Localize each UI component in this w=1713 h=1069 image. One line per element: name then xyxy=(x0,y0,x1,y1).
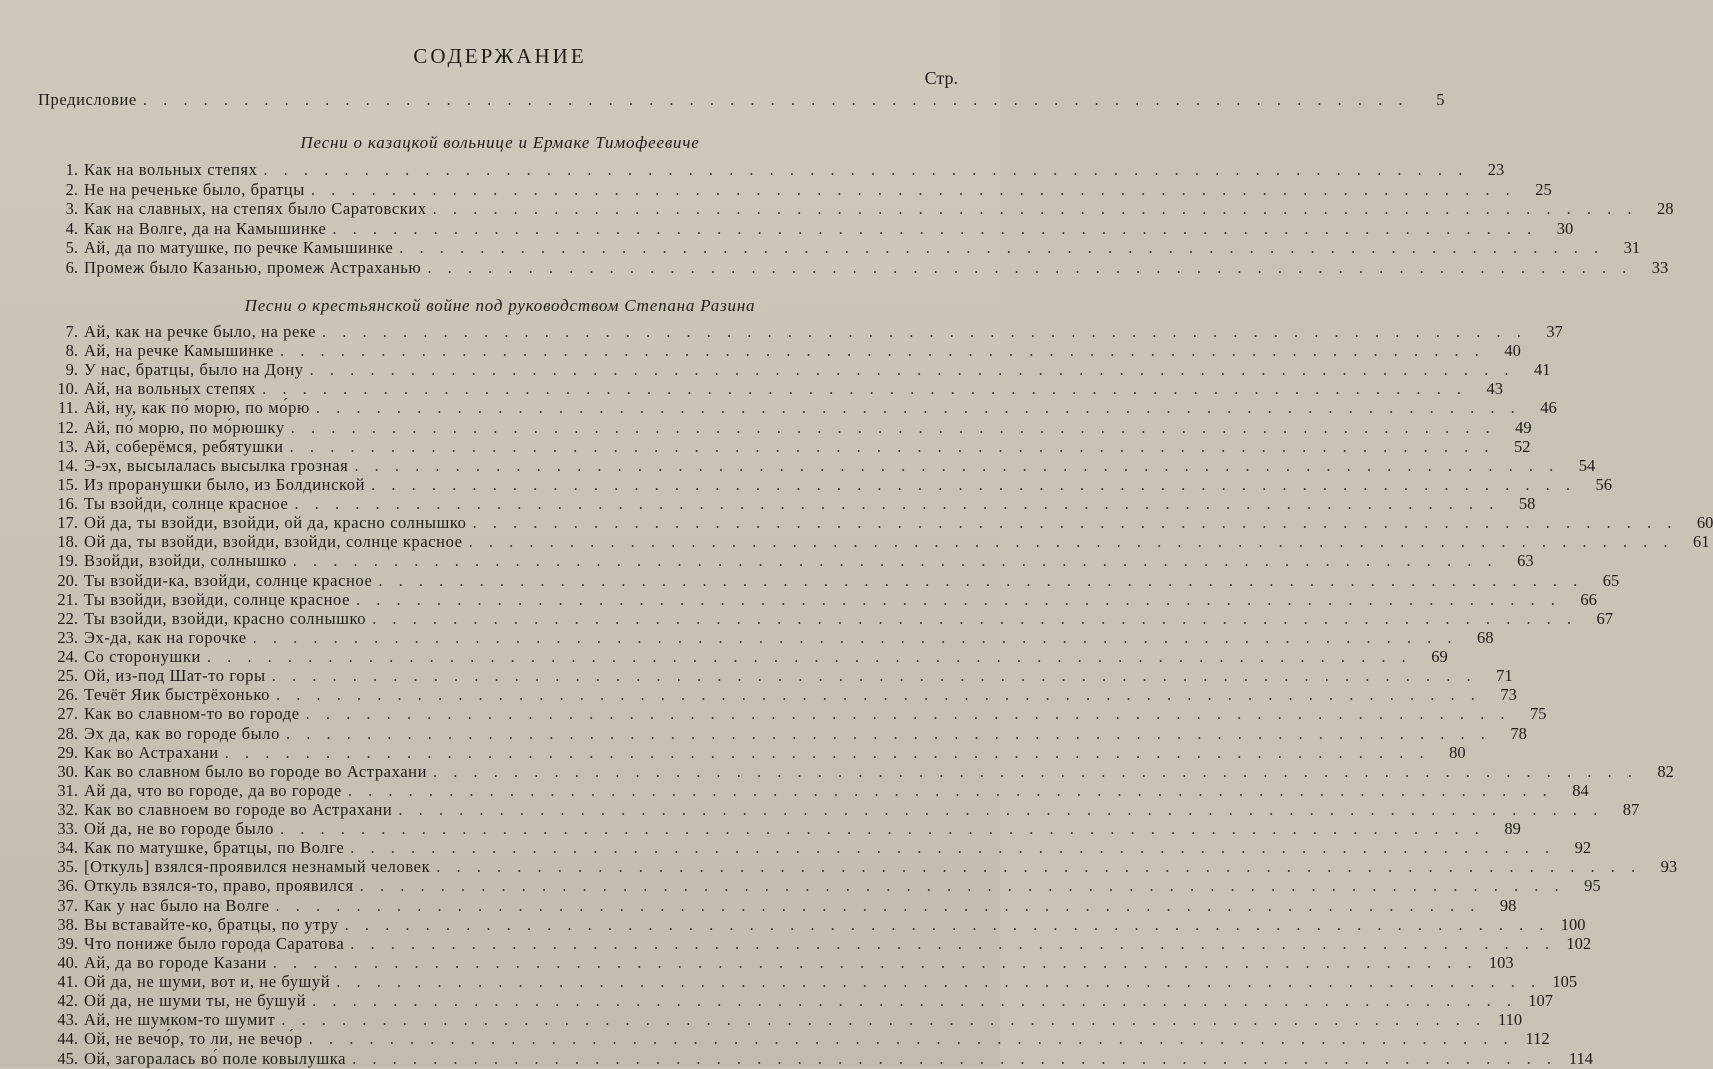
leader-dots: . . . . . . . . . . . . . . . . . . . . . . . . . . . . . . . . . . . . . . . . . . . . . . . . . . . . . . . . . . . . xyxy=(275,685,1481,705)
entry-title: Ты взойди, взойди, красно солнышко xyxy=(84,608,367,628)
toc-entry xyxy=(38,1029,1550,1049)
leader-dots: . . . . . . . . . . . . . . . . . . . . . . . . . . . . . . . . . . . . . . . . . . . . . . . . . . . . . . . . . . . . xyxy=(252,627,1458,647)
leader-dots: . . . . . . . . . . . . . . . . . . . . . . . . . . . . . . . . . . . . . . . . . . . . . . . . . . . . . . . . . . . . xyxy=(399,238,1605,258)
entry-title: Ай да, что во городе, да во городе xyxy=(84,780,342,800)
entry-number: 44. xyxy=(57,1029,78,1049)
toc-entry xyxy=(38,551,1534,571)
toc-entry xyxy=(38,723,1527,744)
entry-page: 40 xyxy=(1504,341,1521,361)
entry-title: Ай, да во городе Казани xyxy=(84,952,267,972)
entry-number: 29. xyxy=(57,742,78,762)
entry-title: Ай, соберёмся, ребятушки xyxy=(84,436,284,456)
entry-number: 1. xyxy=(65,160,78,179)
entry-title: Эх-да, как на горочке xyxy=(84,627,247,647)
entry-page: 28 xyxy=(1657,199,1674,219)
entry-page: 112 xyxy=(1525,1029,1550,1049)
entry-page: 87 xyxy=(1622,800,1640,819)
leader-dots: . . . . . . . . . . . . . . . . . . . . . . . . . . . . . . . . . . . . . . . . . . . . . . . . . . . . . . . . . . . . xyxy=(263,160,1469,179)
page-title: СОДЕРЖАНИЕ xyxy=(413,44,587,68)
entry-number: 30. xyxy=(57,761,78,781)
leader-dots: . . . . . . . . . . . . . . . . . . . . . . . . . . . . . . . . . . . . . . . . . . . . . . . . . . . . . . . . . . . . xyxy=(354,455,1560,475)
leader-dots: . . . . . . . . . . . . . . . . . . . . . . . . . . . . . . . . . . . . . . . . . . . . . . . . . . . . . . . . . . . . xyxy=(310,179,1516,199)
toc-entry xyxy=(38,589,1597,610)
leader-dots: . . . . . . . . . . . . . . . . . . . . . . . . . . . . . . . . . . . . . . . . . . . . . . . . . . . . . . . . . . . . xyxy=(359,876,1565,896)
entry-number: 10. xyxy=(57,379,78,399)
leader-dots: . . . . . . . . . . . . . . . . . . . . . . . . . . . . . . . . . . . . . . . . . . . . . . . . . . . . . . . . . . . . . . . xyxy=(142,90,1409,109)
toc-entry xyxy=(38,258,1669,278)
leader-dots: . . . . . . . . . . . . . . . . . . . . . . . . . . . . . . . . . . . . . . . . . . . . . . . . . . . . . . . . . . . . xyxy=(224,742,1430,762)
entry-title: Как на Волге, да на Камышинке xyxy=(84,218,327,238)
leader-dots: . . . . . . . . . . . . . . . . . . . . . . . . . . . . . . . . . . . . . . . . . . . . . . . . . . . . . . . . . . . . xyxy=(281,1010,1487,1030)
preface-label: Предисловие xyxy=(38,90,137,109)
section-title: Песни о казацкой вольнице и Ермаке Тимофеевиче xyxy=(300,133,700,152)
entry-number: 40. xyxy=(57,952,78,972)
entry-title: Ой да, не шуми ты, не бушуй xyxy=(84,991,307,1011)
toc-entry xyxy=(38,455,1596,476)
leader-dots: . . . . . . . . . . . . . . . . . . . . . . . . . . . . . . . . . . . . . . . . . . . . . . . . . . . . . . . . . . . . xyxy=(279,341,1485,361)
entry-number: 23. xyxy=(57,627,78,647)
entry-page: 107 xyxy=(1528,991,1553,1011)
entry-number: 41. xyxy=(57,972,78,992)
entry-title: Как во славноем во городе во Астрахани xyxy=(84,800,393,819)
toc-entry xyxy=(38,379,1504,399)
entry-number: 32. xyxy=(57,800,78,819)
entry-title: Как на вольных степях xyxy=(84,160,258,179)
preface-entry xyxy=(38,90,1445,110)
toc-entry xyxy=(38,857,1678,877)
entry-page: 66 xyxy=(1580,589,1597,609)
entry-page: 43 xyxy=(1486,379,1504,399)
entry-number: 2. xyxy=(65,179,78,199)
toc-entry xyxy=(38,800,1640,820)
entry-number: 22. xyxy=(57,608,78,628)
entry-page: 56 xyxy=(1595,474,1612,494)
toc-entry xyxy=(38,647,1448,667)
entry-number: 28. xyxy=(57,723,78,743)
entry-number: 20. xyxy=(57,570,78,590)
entry-number: 5. xyxy=(65,238,78,258)
leader-dots: . . . . . . . . . . . . . . . . . . . . . . . . . . . . . . . . . . . . . . . . . . . . . . . . . . . . . . . . . . . . xyxy=(305,704,1511,724)
entry-number: 25. xyxy=(57,666,78,686)
entry-title: Ой, из-под Шат-то горы xyxy=(84,666,266,686)
entry-number: 11. xyxy=(57,398,78,418)
entry-page: 68 xyxy=(1477,627,1494,647)
entry-page: 110 xyxy=(1498,1010,1523,1030)
entry-title: Течёт Яик быстрёхонько xyxy=(84,685,270,705)
toc-entry xyxy=(38,685,1517,705)
entry-page: 98 xyxy=(1499,895,1517,915)
entry-title: Взойди, взойди, солнышко xyxy=(84,551,287,571)
toc-entry xyxy=(38,1048,1593,1069)
entry-number: 3. xyxy=(65,199,78,219)
entry-title: Ой, загоралась во́ поле ковылушка xyxy=(84,1048,347,1068)
leader-dots: . . . . . . . . . . . . . . . . . . . . . . . . . . . . . . . . . . . . . . . . . . . . . . . . . . . . . . . . . . . . xyxy=(350,933,1556,953)
entry-title: У нас, братцы, было на Дону xyxy=(84,360,304,380)
leader-dots: . . . . . . . . . . . . . . . . . . . . . . . . . . . . . . . . . . . . . . . . . . . . . . . . . . . . . . . . . . . . xyxy=(378,570,1584,590)
leader-dots: . . . . . . . . . . . . . . . . . . . . . . . . . . . . . . . . . . . . . . . . . . . . . . . . . . . . . . . . . . . . xyxy=(472,513,1678,533)
entry-title: Э-эх, высылалась высылка грозная xyxy=(84,455,349,475)
toc-entry xyxy=(38,199,1674,219)
leader-dots: . . . . . . . . . . . . . . . . . . . . . . . . . . . . . . . . . . . . . . . . . . . . . . . . . . . . . . . . . . . . xyxy=(344,914,1550,934)
entry-title: Ты взойди, солнце красное xyxy=(84,494,289,514)
entry-page: 92 xyxy=(1574,838,1592,858)
entry-title: Как во славном-то во городе xyxy=(84,704,300,724)
entry-page: 103 xyxy=(1488,952,1514,972)
entry-page: 78 xyxy=(1510,723,1527,743)
toc-entry xyxy=(38,436,1531,457)
leader-dots: . . . . . . . . . . . . . . . . . . . . . . . . . . . . . . . . . . . . . . . . . . . . . . . . . . . . . . . . . . . . xyxy=(289,436,1495,456)
toc-entry xyxy=(38,914,1586,935)
leader-dots: . . . . . . . . . . . . . . . . . . . . . . . . . . . . . . . . . . . . . . . . . . . . . . . . . . . . . . . . . . . . xyxy=(352,1048,1557,1068)
entry-title: Эх да, как во городе было xyxy=(84,723,280,743)
entry-page: 33 xyxy=(1651,258,1669,277)
leader-dots: . . . . . . . . . . . . . . . . . . . . . . . . . . . . . . . . . . . . . . . . . . . . . . . . . . . . . . . . . . . . xyxy=(292,551,1498,571)
leader-dots: . . . . . . . . . . . . . . . . . . . . . . . . . . . . . . . . . . . . . . . . . . . . . . . . . . . . . . . . . . . . xyxy=(433,761,1638,781)
entry-number: 19. xyxy=(57,551,78,571)
entry-title: Ай, на речке Камышинке xyxy=(84,341,274,361)
entry-title: Как во Астрахани xyxy=(84,742,219,762)
leader-dots: . . . . . . . . . . . . . . . . . . . . . . . . . . . . . . . . . . . . . . . . . . . . . . . . . . . . . . . . . . . . xyxy=(336,972,1542,992)
entry-title: Со сторонушки xyxy=(84,647,201,667)
toc-entry xyxy=(38,780,1589,801)
entry-number: 24. xyxy=(57,647,78,667)
toc-entry xyxy=(38,838,1592,858)
toc-entry xyxy=(38,513,1713,533)
entry-page: 23 xyxy=(1487,160,1505,179)
entry-page: 37 xyxy=(1546,322,1563,341)
leader-dots: . . . . . . . . . . . . . . . . . . . . . . . . . . . . . . . . . . . . . . . . . . . . . . . . . . . . . . . . . . . . xyxy=(280,819,1485,839)
leader-dots: . . . . . . . . . . . . . . . . . . . . . . . . . . . . . . . . . . . . . . . . . . . . . . . . . . . . . . . . . . . . xyxy=(312,991,1517,1011)
entry-number: 34. xyxy=(57,838,78,858)
entry-title: Ой да, ты взойди, взойди, ой да, красно солнышко xyxy=(84,513,467,533)
entry-page: 65 xyxy=(1602,570,1620,590)
leader-dots: . . . . . . . . . . . . . . . . . . . . . . . . . . . . . . . . . . . . . . . . . . . . . . . . . . . . . . . . . . . . xyxy=(371,474,1576,494)
leader-dots: . . . . . . . . . . . . . . . . . . . . . . . . . . . . . . . . . . . . . . . . . . . . . . . . . . . . . . . . . . . . xyxy=(309,360,1515,380)
entry-number: 13. xyxy=(57,436,78,456)
entry-page: 52 xyxy=(1513,436,1531,456)
entry-page: 89 xyxy=(1504,819,1521,839)
entry-number: 9. xyxy=(65,360,78,380)
leader-dots: . . . . . . . . . . . . . . . . . . . . . . . . . . . . . . . . . . . . . . . . . . . . . . . . . . . . . . . . . . . . xyxy=(427,258,1633,277)
entry-title: Ай, на вольных степях xyxy=(84,379,257,399)
leader-dots: . . . . . . . . . . . . . . . . . . . . . . . . . . . . . . . . . . . . . . . . . . . . . . . . . . . . . . . . . . . . xyxy=(271,666,1477,686)
entry-number: 15. xyxy=(57,474,78,494)
leader-dots: . . . . . . . . . . . . . . . . . . . . . . . . . . . . . . . . . . . . . . . . . . . . . . . . . . . . . . . . . . . . xyxy=(347,780,1553,800)
entry-page: 67 xyxy=(1596,608,1614,628)
entry-title: Ай, ну, как по́ морю, по мо́рю xyxy=(84,398,310,418)
page-column-label: Стр. xyxy=(924,68,958,88)
entry-page: 102 xyxy=(1566,933,1592,953)
leader-dots: . . . . . . . . . . . . . . . . . . . . . . . . . . . . . . . . . . . . . . . . . . . . . . . . . . . . . . . . . . . . xyxy=(436,857,1642,877)
leader-dots: . . . . . . . . . . . . . . . . . . . . . . . . . . . . . . . . . . . . . . . . . . . . . . . . . . . . . . . . . . . . xyxy=(290,417,1496,437)
entry-number: 4. xyxy=(65,218,78,238)
entry-number: 42. xyxy=(57,991,78,1011)
leader-dots: . . . . . . . . . . . . . . . . . . . . . . . . . . . . . . . . . . . . . . . . . . . . . . . . . . . . . . . . . . . . xyxy=(275,895,1481,915)
entry-page: 100 xyxy=(1560,914,1586,934)
toc-entry xyxy=(38,238,1641,258)
entry-page: 58 xyxy=(1518,494,1536,514)
entry-number: 33. xyxy=(57,819,78,839)
section-title: Песни о крестьянской войне под руководством Степана Разина xyxy=(244,296,756,315)
entry-title: Ты взойди-ка, взойди, солнце красное xyxy=(84,570,373,590)
toc-entry xyxy=(38,179,1552,200)
entry-page: 30 xyxy=(1556,218,1574,238)
toc-entry xyxy=(38,474,1612,495)
entry-number: 18. xyxy=(57,532,78,552)
entry-page: 82 xyxy=(1657,761,1674,781)
toc-entry xyxy=(38,819,1521,839)
leader-dots: . . . . . . . . . . . . . . . . . . . . . . . . . . . . . . . . . . . . . . . . . . . . . . . . . . . . . . . . . . . . xyxy=(322,322,1527,341)
entry-number: 6. xyxy=(65,258,78,277)
entry-page: 71 xyxy=(1496,666,1513,686)
leader-dots: . . . . . . . . . . . . . . . . . . . . . . . . . . . . . . . . . . . . . . . . . . . . . . . . . . . . . . . . . . . . xyxy=(350,838,1556,858)
leader-dots: . . . . . . . . . . . . . . . . . . . . . . . . . . . . . . . . . . . . . . . . . . . . . . . . . . . . . . . . . . . . xyxy=(432,199,1638,219)
toc-entry xyxy=(38,494,1536,514)
entry-title: Ой, не вечо́р, то ли, не вечо́р xyxy=(84,1029,303,1049)
entry-number: 35. xyxy=(57,857,78,877)
entry-title: Не на реченьке было, братцы xyxy=(84,179,305,199)
leader-dots: . . . . . . . . . . . . . . . . . . . . . . . . . . . . . . . . . . . . . . . . . . . . . . . . . . . . . . . . . . . . xyxy=(315,398,1521,418)
toc-entry xyxy=(38,570,1620,591)
toc-entry xyxy=(38,952,1514,973)
toc-entry xyxy=(38,322,1563,342)
entry-number: 39. xyxy=(57,933,78,953)
entry-page: 25 xyxy=(1535,179,1552,199)
entry-title: Ой да, ты взойди, взойди, взойди, солнце красное xyxy=(84,532,463,552)
entry-title: Ай, да по матушке, по речке Камышинке xyxy=(84,238,394,258)
entry-page: 95 xyxy=(1584,876,1601,896)
toc-entry xyxy=(38,972,1578,992)
leader-dots: . . . . . . . . . . . . . . . . . . . . . . . . . . . . . . . . . . . . . . . . . . . . . . . . . . . . . . . . . . . . xyxy=(356,589,1561,609)
entry-number: 36. xyxy=(57,876,78,896)
toc-entry xyxy=(38,742,1466,763)
entry-number: 17. xyxy=(57,513,78,533)
leader-dots: . . . . . . . . . . . . . . . . . . . . . . . . . . . . . . . . . . . . . . . . . . . . . . . . . . . . . . . . . . . . xyxy=(272,952,1478,972)
entry-title: [Откуль] взялся-проявился незнамый человек xyxy=(84,857,431,877)
entry-number: 45. xyxy=(57,1048,78,1068)
entry-page: 41 xyxy=(1533,360,1551,380)
toc-entry xyxy=(38,991,1553,1011)
entry-page: 75 xyxy=(1530,704,1547,724)
entry-page: 46 xyxy=(1540,398,1557,418)
preface-page: 5 xyxy=(1436,90,1445,109)
entry-number: 7. xyxy=(65,322,78,341)
entry-number: 21. xyxy=(57,589,78,609)
leader-dots: . . . . . . . . . . . . . . . . . . . . . . . . . . . . . . . . . . . . . . . . . . . . . . . . . . . . . . . . . . . . xyxy=(294,494,1500,514)
entry-page: 61 xyxy=(1692,532,1710,552)
toc-entry xyxy=(38,1010,1523,1030)
toc-entry xyxy=(38,761,1674,782)
entry-number: 37. xyxy=(57,895,78,915)
toc-entry xyxy=(38,704,1547,724)
entry-number: 31. xyxy=(57,780,78,800)
entry-number: 12. xyxy=(57,417,78,437)
entry-title: Вы вставайте-ко, братцы, по утру xyxy=(84,914,339,934)
toc-entry xyxy=(38,532,1710,552)
toc-entry xyxy=(38,360,1551,380)
entry-number: 27. xyxy=(57,704,78,724)
entry-title: Как во славном было во городе во Астрахани xyxy=(84,761,428,781)
leader-dots: . . . . . . . . . . . . . . . . . . . . . . . . . . . . . . . . . . . . . . . . . . . . . . . . . . . . . . . . . . . . xyxy=(398,800,1604,819)
entry-number: 43. xyxy=(57,1010,78,1030)
entry-number: 26. xyxy=(57,685,78,705)
leader-dots: . . . . . . . . . . . . . . . . . . . . . . . . . . . . . . . . . . . . . . . . . . . . . . . . . . . . . . . . . . . . xyxy=(285,723,1491,743)
entry-number: 8. xyxy=(65,341,78,361)
entry-number: 38. xyxy=(57,914,78,934)
leader-dots: . . . . . . . . . . . . . . . . . . . . . . . . . . . . . . . . . . . . . . . . . . . . . . . . . . . . . . . . . . . . xyxy=(332,218,1538,238)
entry-title: Ай, по́ морю, по мо́рюшку xyxy=(84,417,285,437)
entry-page: 60 xyxy=(1696,513,1713,533)
entry-page: 84 xyxy=(1572,780,1589,800)
toc-entry xyxy=(38,895,1517,916)
entry-title: Ай, не шумком-то шумит xyxy=(84,1010,276,1030)
entry-page: 69 xyxy=(1431,647,1448,667)
toc-entry xyxy=(38,218,1574,239)
entry-page: 49 xyxy=(1515,417,1532,437)
toc-entry xyxy=(38,933,1592,954)
toc-entry xyxy=(38,608,1614,629)
toc-entry xyxy=(38,627,1494,648)
leader-dots: . . . . . . . . . . . . . . . . . . . . . . . . . . . . . . . . . . . . . . . . . . . . . . . . . . . . . . . . . . . . xyxy=(308,1029,1514,1049)
toc-entry xyxy=(38,876,1601,896)
entry-page: 93 xyxy=(1660,857,1678,877)
entry-title: Ой да, не во городе было xyxy=(84,819,275,839)
entry-title: Как на славных, на степях было Саратовских xyxy=(84,199,427,219)
entry-title: Из проранушки было, из Болдинской xyxy=(84,474,366,494)
entry-title: Откуль взялся-то, право, проявился xyxy=(84,876,354,896)
leader-dots: . . . . . . . . . . . . . . . . . . . . . . . . . . . . . . . . . . . . . . . . . . . . . . . . . . . . . . . . . . . . xyxy=(372,608,1578,628)
entry-page: 73 xyxy=(1500,685,1517,705)
toc-entry xyxy=(38,341,1521,361)
leader-dots: . . . . . . . . . . . . . . . . . . . . . . . . . . . . . . . . . . . . . . . . . . . . . . . . . . . . . . . . . . . . xyxy=(468,532,1674,552)
entry-title: Как по матушке, братцы, по Волге xyxy=(84,838,345,858)
entry-page: 54 xyxy=(1578,455,1596,475)
toc-entry xyxy=(38,398,1557,418)
entry-page: 63 xyxy=(1517,551,1534,571)
entry-title: Как у нас было на Волге xyxy=(84,895,270,915)
entry-number: 16. xyxy=(57,494,78,514)
entry-title: Ой да, не шуми, вот и, не бушуй xyxy=(84,972,331,992)
entry-page: 31 xyxy=(1623,238,1641,258)
entry-page: 80 xyxy=(1449,742,1466,762)
entry-title: Промеж было Казанью, промеж Астраханью xyxy=(84,258,422,277)
leader-dots: . . . . . . . . . . . . . . . . . . . . . . . . . . . . . . . . . . . . . . . . . . . . . . . . . . . . . . . . . . . . xyxy=(206,647,1412,667)
entry-title: Ты взойди, взойди, солнце красное xyxy=(84,589,351,609)
entry-page: 114 xyxy=(1568,1048,1593,1068)
toc-entry xyxy=(38,666,1513,686)
entry-title: Что пониже было города Саратова xyxy=(84,933,345,953)
entry-title: Ай, как на речке было, на реке xyxy=(84,322,317,341)
leader-dots: . . . . . . . . . . . . . . . . . . . . . . . . . . . . . . . . . . . . . . . . . . . . . . . . . . . . . . . . . . . . xyxy=(262,379,1468,399)
entry-page: 105 xyxy=(1552,972,1578,992)
entry-number: 14. xyxy=(57,455,78,475)
toc-entry xyxy=(38,417,1532,438)
toc-entry xyxy=(38,160,1505,180)
